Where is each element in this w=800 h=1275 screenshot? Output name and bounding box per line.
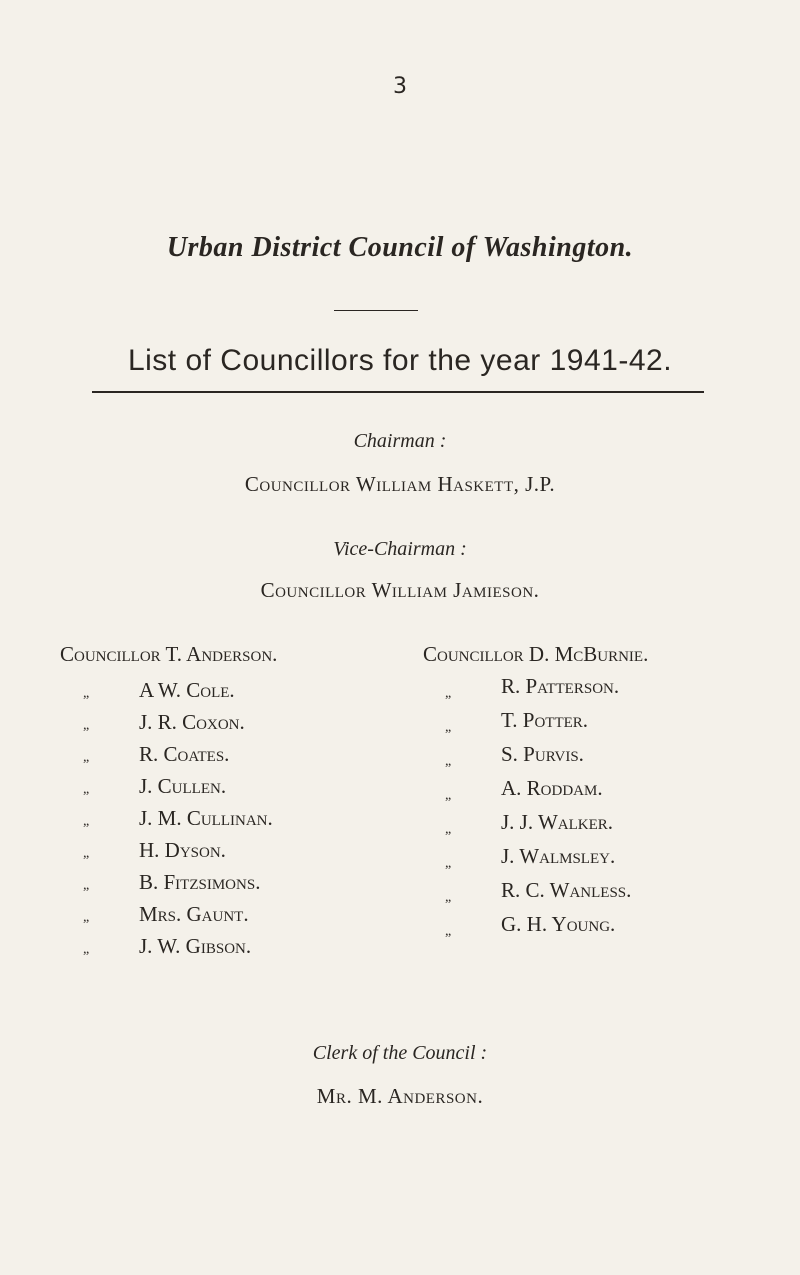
councillor-name: T. Potter.: [501, 708, 589, 732]
councillor-name: R. Patterson.: [501, 674, 620, 698]
ditto-mark: „: [445, 856, 453, 871]
councillor-name: S. Purvis.: [501, 742, 584, 766]
councillor-name: J. J. Walker.: [501, 810, 614, 834]
councillor-name: R. C. Wanless.: [501, 878, 632, 902]
list-item: [60, 742, 277, 774]
councillors-right-column: [423, 642, 648, 946]
right-column-head: Councillor D. McBurnie.: [423, 642, 649, 666]
ditto-mark: „: [83, 718, 91, 733]
ditto-mark: „: [83, 686, 91, 701]
list-heading-underline: [92, 391, 704, 393]
list-item: [60, 870, 277, 902]
ditto-mark: „: [445, 788, 453, 803]
vice-chairman-label: Vice-Chairman :: [333, 538, 467, 560]
ditto-mark: „: [83, 910, 91, 925]
ditto-mark: „: [445, 822, 453, 837]
page-number: 3: [393, 74, 407, 99]
list-item: [423, 708, 648, 742]
ditto-mark: „: [83, 846, 91, 861]
councillor-name: J. Cullen.: [139, 774, 227, 798]
councillor-name: A W. Cole.: [139, 678, 235, 702]
ditto-mark: „: [83, 782, 91, 797]
ditto-mark: „: [83, 878, 91, 893]
ditto-mark: „: [445, 890, 453, 905]
list-item: [60, 678, 277, 710]
councillor-name: G. H. Young.: [501, 912, 616, 936]
list-item: [60, 774, 277, 806]
councillor-name: B. Fitzsimons.: [139, 870, 261, 894]
ditto-mark: „: [445, 720, 453, 735]
list-item: [423, 674, 648, 708]
vice-chairman-name: Councillor William Jamieson.: [260, 578, 540, 602]
chairman-label: Chairman :: [353, 430, 447, 452]
list-item: [60, 902, 277, 934]
left-column-head: Councillor T. Anderson.: [60, 642, 278, 666]
councillors-left-column: [60, 642, 277, 966]
clerk-label: Clerk of the Council :: [312, 1042, 488, 1064]
clerk-name: Mr. M. Anderson.: [316, 1084, 484, 1108]
councillor-name: J. Walmsley.: [501, 844, 616, 868]
list-item: [423, 776, 648, 810]
councillor-name: Mrs. Gaunt.: [139, 902, 249, 926]
councillor-name: R. Coates.: [139, 742, 230, 766]
chairman-name: Councillor William Haskett, J.P.: [244, 472, 556, 496]
councillor-name: H. Dyson.: [139, 838, 226, 862]
list-item: [60, 806, 277, 838]
ditto-mark: „: [83, 814, 91, 829]
ditto-mark: „: [445, 754, 453, 769]
list-item: [423, 742, 648, 776]
list-item: [423, 878, 648, 912]
councillor-name: A. Roddam.: [501, 776, 603, 800]
ditto-mark: „: [445, 924, 453, 939]
list-item: [60, 710, 277, 742]
list-heading: List of Councillors for the year 1941-42.: [127, 344, 673, 377]
list-item: [423, 844, 648, 878]
councillor-name: J. W. Gibson.: [139, 934, 252, 958]
list-item: [423, 810, 648, 844]
councillor-name: J. M. Cullinan.: [139, 806, 273, 830]
document-title: Urban District Council of Washington.: [166, 232, 634, 263]
ditto-mark: „: [445, 686, 453, 701]
list-item: [60, 838, 277, 870]
list-item: [60, 934, 277, 966]
title-divider: [334, 310, 418, 311]
list-item: [423, 912, 648, 946]
ditto-mark: „: [83, 942, 91, 957]
councillor-name: J. R. Coxon.: [139, 710, 245, 734]
ditto-mark: „: [83, 750, 91, 765]
